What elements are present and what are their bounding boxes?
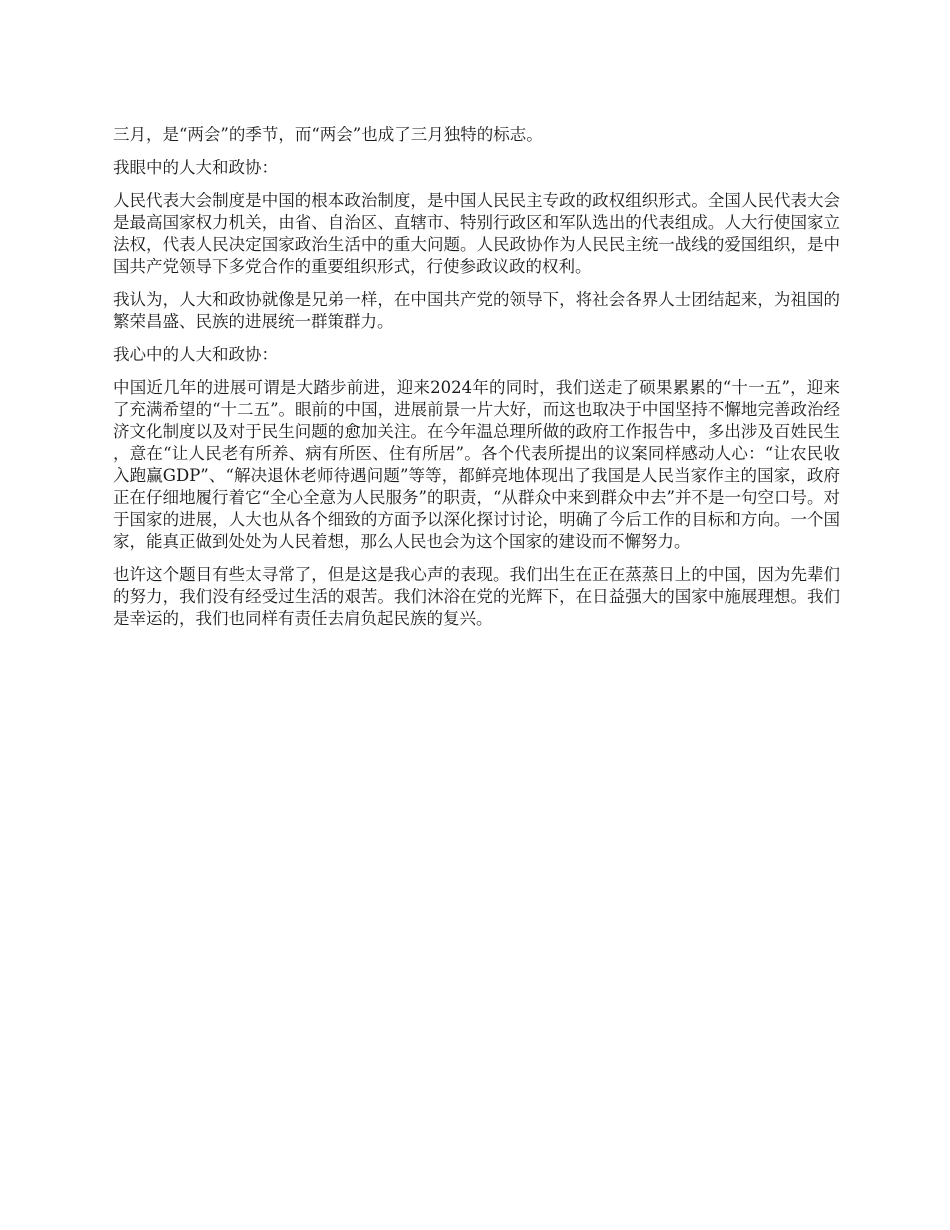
paragraph-intro: 三月，是“两会”的季节，而“两会”也成了三月独特的标志。 bbox=[113, 125, 543, 144]
paragraph-definition: 人民代表大会制度是中国的根本政治制度，是中国人民民主专政的政权组织形式。全国人民代表大会是最高国家权力机关，由省、自治区、直辖市、特别行政区和军队选出的代表组成。人大行使国家立法权，代表人民决定国家政治生活中的重大问题。人民政协作为人民民主统一战线的爱国组织，是中国共产党领导下多党合作的重要组织形式，行使参政议政的权利。 bbox=[113, 191, 840, 276]
paragraph-progress: 中国近几年的进展可谓是大踏步前进，迎来2024年的同时，我们送走了硕果累累的“十一五”，迎来了充满希望的“十二五”。眼前的中国，进展前景一片大好，而这也取决于中国坚持不懈地完善政治经济文化制度以及对于民生问题的愈加关注。在今年温总理所做的政府工作报告中，多出涉及百姓民生，意在“让人民老有所养、病有所医、住有所居”。各个代表所提出的议案同样感动人心：“让农民收入跑赢GDP”、“解决退休老师待遇问题”等等，都鲜亮地体现出了我国是人民当家作主的国家，政府正在仔细地履行着它“全心全意为人民服务”的职责，“从群众中来到群众中去”并不是一句空口号。对于国家的进展，人大也从各个细致的方面予以深化探讨讨论，明确了今后工作的目标和方向。一个国家，能真正做到处处为人民着想，那么人民也会为这个国家的建设而不懈努力。 bbox=[113, 378, 840, 551]
document-body bbox=[113, 124, 840, 641]
paragraph-conclusion: 也许这个题目有些太寻常了，但是这是我心声的表现。我们出生在正在蒸蒸日上的中国，因为先辈们的努力，我们没有经受过生活的艰苦。我们沐浴在党的光辉下，在日益强大的国家中施展理想。我们是幸运的，我们也同样有责任去肩负起民族的复兴。 bbox=[113, 565, 840, 628]
paragraph-opinion: 我认为，人大和政协就像是兄弟一样，在中国共产党的领导下，将社会各界人士团结起来，为祖国的繁荣昌盛、民族的进展统一群策群力。 bbox=[113, 290, 840, 331]
section-heading-heart: 我心中的人大和政协： bbox=[113, 345, 278, 364]
section-heading-view: 我眼中的人大和政协： bbox=[113, 158, 278, 177]
